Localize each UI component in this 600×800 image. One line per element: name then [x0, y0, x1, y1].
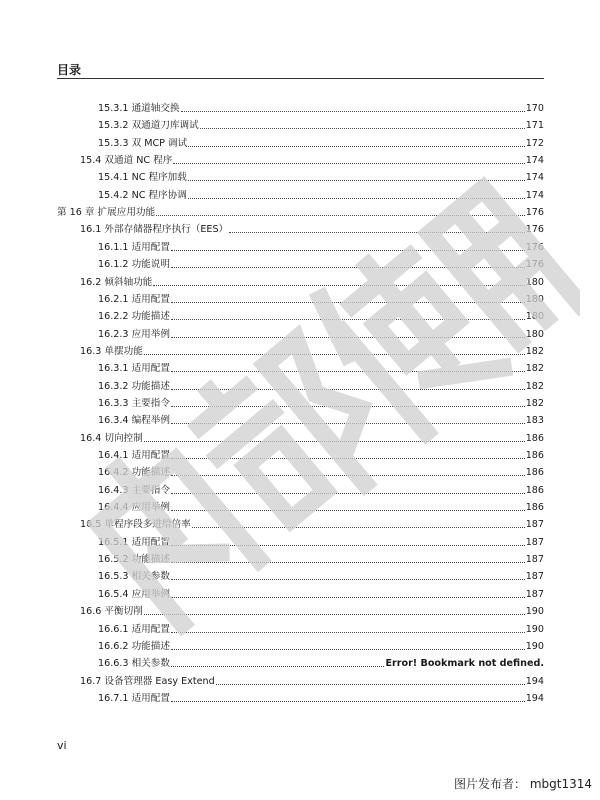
toc-dot-leader: [171, 562, 525, 563]
toc-entry-page: 187: [525, 554, 544, 566]
toc-dot-leader: [171, 406, 525, 407]
toc-entry-title: 16.2.3 应用举例: [98, 328, 170, 340]
toc-entry-title: 16.5.4 应用举例: [98, 588, 170, 600]
toc-entry-page: 186: [525, 502, 544, 514]
toc-entry-title: 第 16 章 扩展应用功能: [57, 207, 156, 219]
toc-entry-title: 15.3.1 通道轴交换: [98, 103, 180, 114]
toc-entry-title: 16.2.1 适用配置: [98, 293, 170, 305]
toc-entry-title: 16.2.2 功能描述: [98, 311, 170, 323]
toc-entry-page: 186: [525, 432, 544, 444]
toc-dot-leader: [192, 527, 525, 528]
toc-entry[interactable]: [98, 256, 544, 273]
toc-entry-title: 16.4.4 应用举例: [98, 502, 170, 514]
toc-entry-title: 16.6.1 适用配置: [98, 623, 170, 635]
toc-entry-page: 174: [525, 155, 544, 167]
toc-entry-page: 186: [525, 484, 544, 496]
toc-entry[interactable]: [98, 169, 544, 186]
toc-entry[interactable]: [98, 135, 544, 152]
toc-entry-page: 187: [525, 519, 544, 531]
page-header-title: 目录: [57, 63, 82, 77]
toc-entry-page: 172: [525, 137, 544, 149]
toc-entry-page: 194: [525, 675, 544, 687]
toc-entry[interactable]: [98, 482, 544, 499]
toc-entry-title: 16.1.2 功能说明: [98, 259, 170, 271]
toc-entry[interactable]: [80, 274, 544, 291]
toc-dot-leader: [171, 337, 525, 338]
toc-entry-page: 176: [525, 224, 544, 236]
toc-entry-title: 16.5.3 相关参数: [98, 571, 170, 583]
toc-entry-page: 182: [525, 363, 544, 375]
toc-entry-page: 176: [525, 241, 544, 253]
toc-dot-leader: [188, 146, 524, 147]
toc-entry-title: 16.3.3 主要指令: [98, 397, 170, 409]
toc-entry-page: 194: [525, 692, 544, 704]
toc-entry[interactable]: [98, 239, 544, 256]
toc-dot-leader: [173, 163, 524, 164]
toc-entry-title: 16.4.2 功能描述: [98, 467, 170, 479]
toc-entry-title: 16.3.1 适用配置: [98, 363, 170, 375]
toc-dot-leader: [171, 458, 525, 459]
toc-dot-leader: [171, 371, 525, 372]
toc-dot-leader: [171, 493, 525, 494]
toc-entry-title: 15.3.2 双通道刀库调试: [98, 120, 199, 132]
toc-entry[interactable]: [98, 308, 544, 325]
toc-entry-title: 16.7.1 适用配置: [98, 692, 170, 704]
toc-entry[interactable]: [80, 603, 544, 620]
toc-entry-page: 171: [525, 120, 544, 132]
toc-entry-page: 187: [525, 571, 544, 583]
toc-entry[interactable]: [98, 638, 544, 655]
toc-dot-leader: [171, 545, 525, 546]
toc-dot-leader: [171, 475, 525, 476]
toc-dot-leader: [171, 597, 525, 598]
toc-entry[interactable]: [98, 100, 544, 117]
toc-dot-leader: [171, 579, 525, 580]
toc-dot-leader: [171, 319, 525, 320]
toc-dot-leader: [216, 684, 525, 685]
toc-entry[interactable]: [80, 516, 544, 533]
toc-dot-leader: [144, 614, 525, 615]
toc-entry-title: 16.3.2 功能描述: [98, 380, 170, 392]
toc-entry-page: 174: [525, 172, 544, 184]
toc-entry-title: 16.1.1 适用配置: [98, 241, 170, 253]
toc-entry-title: 16.5 单程序段多进给倍率: [80, 519, 191, 531]
toc-entry-title: 15.4.2 NC 程序协调: [98, 189, 187, 201]
toc-dot-leader: [153, 285, 524, 286]
toc-dot-leader: [171, 267, 525, 268]
toc-entry-page: 190: [525, 640, 544, 652]
toc-dot-leader: [171, 632, 525, 633]
toc-dot-leader: [171, 302, 525, 303]
toc-entry[interactable]: [80, 152, 544, 169]
toc-entry[interactable]: [98, 534, 544, 551]
toc-entry[interactable]: [98, 690, 544, 707]
toc-entry-title: 16.3 单摆功能: [80, 345, 143, 357]
toc-dot-leader: [171, 701, 525, 702]
toc-entry-title: 16.7 设备管理器 Easy Extend: [80, 675, 215, 687]
header-divider: [57, 78, 544, 79]
toc-entry-page: 176: [525, 207, 544, 219]
toc-entry[interactable]: [98, 291, 544, 308]
toc-dot-leader: [144, 354, 525, 355]
toc-dot-leader: [171, 423, 525, 424]
page-number: vi: [57, 739, 67, 752]
toc-dot-leader: [171, 250, 525, 251]
toc-dot-leader: [171, 510, 525, 511]
toc-entry-page: 182: [525, 380, 544, 392]
toc-entry-page: 174: [525, 189, 544, 201]
toc-entry-title: 16.4.1 适用配置: [98, 450, 170, 461]
toc-entry-title: 16.4.3 主要指令: [98, 484, 170, 496]
toc-entry[interactable]: [98, 621, 544, 638]
toc-entry[interactable]: [98, 412, 544, 429]
toc-entry-title: 16.6.3 相关参数: [98, 658, 170, 670]
toc-dot-leader: [171, 389, 525, 390]
toc-entry[interactable]: [80, 221, 544, 238]
toc-dot-leader: [156, 215, 525, 216]
toc-entry-title: 16.4 切向控制: [80, 432, 143, 444]
toc-entry-title: 16.6 平衡切削: [80, 606, 143, 618]
toc-entry-page: 183: [525, 415, 544, 427]
toc-entry[interactable]: [80, 673, 544, 690]
toc-entry[interactable]: [98, 551, 544, 568]
toc-entry-title: 16.6.2 功能描述: [98, 640, 170, 652]
toc-entry-title: 16.1 外部存储器程序执行（EES）: [80, 224, 229, 236]
toc-entry[interactable]: [80, 343, 544, 360]
toc-entry[interactable]: [98, 360, 544, 377]
toc-entry[interactable]: [98, 326, 544, 343]
toc-entry-title: 15.3.3 双 MCP 调试: [98, 137, 188, 149]
toc-entry-title: 16.5.1 适用配置: [98, 536, 170, 548]
toc-dot-leader: [171, 649, 525, 650]
toc-entry[interactable]: [98, 655, 544, 672]
toc-entry[interactable]: [98, 378, 544, 395]
toc-dot-leader: [171, 666, 385, 667]
toc-entry-page: 190: [525, 623, 544, 635]
toc-entry-page: Error! Bookmark not defined.: [385, 658, 544, 670]
toc-entry-page: 176: [525, 259, 544, 271]
toc-dot-leader: [229, 232, 525, 233]
toc-entry-page: 186: [525, 450, 544, 461]
toc-entry-title: 16.5.2 功能描述: [98, 554, 170, 566]
toc-entry[interactable]: [98, 395, 544, 412]
toc-entry[interactable]: [98, 117, 544, 134]
toc-entry-page: 180: [525, 328, 544, 340]
toc-entry-page: 180: [525, 276, 544, 288]
toc-entry[interactable]: [98, 187, 544, 204]
toc-entry[interactable]: [98, 568, 544, 585]
toc-dot-leader: [200, 128, 525, 129]
toc-dot-leader: [188, 180, 525, 181]
toc-entry-title: 16.2 倾斜轴功能: [80, 276, 153, 288]
toc-dot-leader: [188, 198, 525, 199]
toc-entry-page: 180: [525, 311, 544, 323]
toc-entry-title: 15.4 双通道 NC 程序: [80, 155, 173, 167]
toc-entry-page: 187: [525, 536, 544, 548]
toc-entry-page: 170: [525, 103, 544, 114]
toc-entry-page: 180: [525, 293, 544, 305]
toc-entry-page: 182: [525, 397, 544, 409]
toc-entry-title: 16.3.4 编程举例: [98, 415, 170, 427]
toc-entry[interactable]: [80, 430, 544, 447]
toc-entry-title: 15.4.1 NC 程序加载: [98, 172, 187, 184]
toc-entry-page: 190: [525, 606, 544, 618]
publisher-credit: 图片发布者： mbgt1314: [454, 777, 592, 791]
toc-entry[interactable]: [98, 447, 544, 464]
toc-entry-page: 187: [525, 588, 544, 600]
toc-entry[interactable]: [57, 204, 544, 221]
toc-entry[interactable]: [98, 464, 544, 481]
toc-dot-leader: [144, 441, 525, 442]
toc-entry-page: 186: [525, 467, 544, 479]
toc-entry[interactable]: [98, 586, 544, 603]
toc-dot-leader: [181, 111, 525, 112]
toc-entry[interactable]: [98, 499, 544, 516]
toc-entry-page: 182: [525, 345, 544, 357]
